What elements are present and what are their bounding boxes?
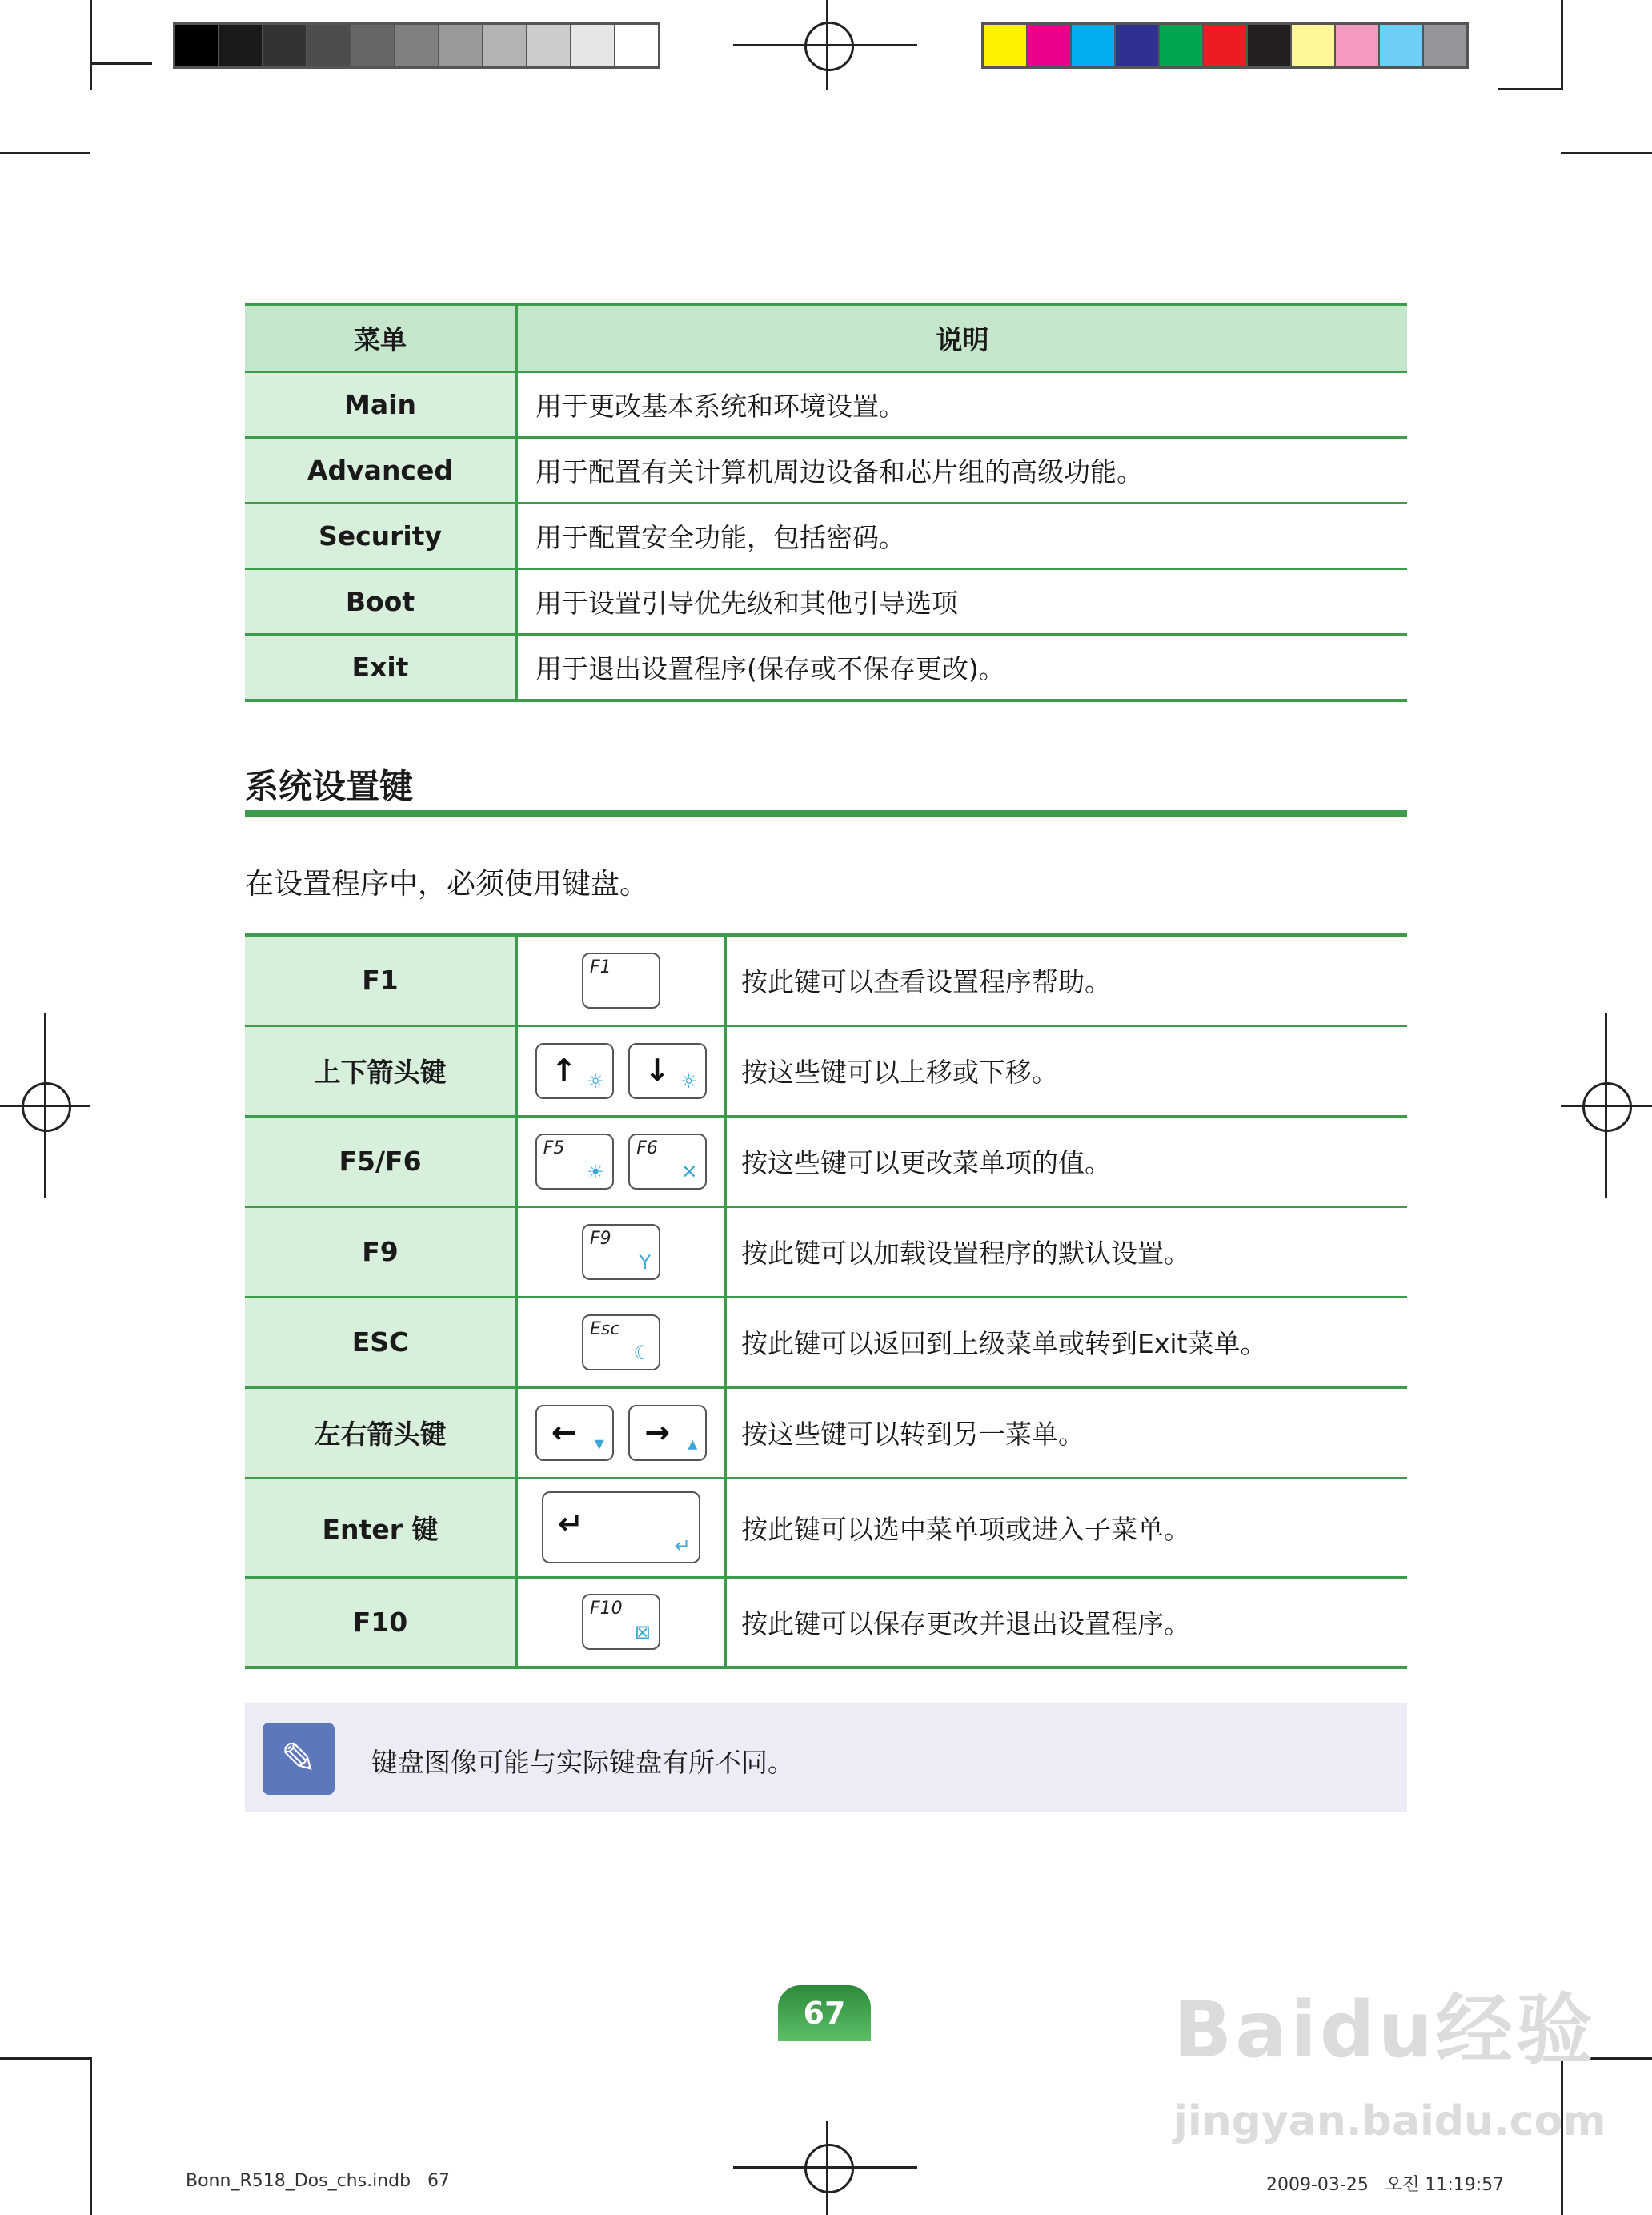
menu-description: 用于设置引导优先级和其他引导选项 [517,569,1408,635]
touchpad-icon: ⊠ [634,1621,651,1644]
pencil-icon: ✎ [263,1723,335,1795]
brightness-up-icon: ☼ [587,1069,604,1093]
key-name: F1 [245,935,517,1025]
table-row [245,1387,1407,1478]
color-swatch [1160,25,1204,66]
key-description: 按这些键可以更改菜单项的值。 [726,1116,1408,1206]
crop-mark [1561,152,1652,154]
down-arrow-key: ↓ ☼ [628,1043,707,1099]
color-swatch [175,25,219,66]
menu-description: 用于更改基本系统和环境设置。 [517,372,1408,438]
key-description: 按此键可以查看设置程序帮助。 [726,935,1408,1025]
menu-name: Exit [245,635,517,701]
f5-key: F5 ☀ [535,1134,614,1190]
baidu-watermark-url: jingyan.baidu.com [1173,2097,1606,2145]
key-name: F9 [245,1206,517,1297]
color-swatch [984,25,1028,66]
key-image [517,1116,726,1206]
table-header-row [245,304,1407,372]
right-arrow-key: → ▴ [628,1405,707,1461]
f1-key: F1 [582,953,660,1009]
color-swatch [1204,25,1248,66]
color-swatch [527,25,571,66]
crop-mark [1561,0,1563,90]
process-color-bar [981,22,1469,69]
key-name: F5/F6 [245,1116,517,1206]
crop-mark [90,62,152,65]
table-row [245,438,1407,504]
color-swatch [1292,25,1336,66]
menu-name: Main [245,372,517,438]
sleep-moon-icon: ☾ [633,1341,651,1364]
registration-crosshair [22,1082,71,1132]
registration-crosshair [1582,1082,1632,1132]
key-description: 按此键可以选中菜单项或进入子菜单。 [726,1478,1408,1577]
section-intro: 在设置程序中，必须使用键盘。 [245,868,649,901]
baidu-watermark: Baidu经验 [1173,1985,1596,2075]
menu-name: Boot [245,569,517,635]
brightness-icon: ☀ [587,1160,604,1183]
mute-icon: ✕ [681,1160,698,1183]
key-image [517,1387,726,1478]
key-name: 左右箭头键 [245,1387,517,1478]
key-name: ESC [245,1297,517,1387]
key-name: Enter 键 [245,1478,517,1577]
volume-down-icon: ▾ [594,1431,604,1455]
key-name: 上下箭头键 [245,1025,517,1116]
color-swatch [1028,25,1072,66]
key-description: 按此键可以返回到上级菜单或转到Exit菜单。 [726,1297,1408,1387]
table-row [245,1478,1407,1577]
menu-description: 用于配置有关计算机周边设备和芯片组的高级功能。 [517,438,1408,504]
note-box [245,1703,1407,1812]
table-row [245,569,1407,635]
table-row [245,1116,1407,1206]
menu-description: 用于退出设置程序(保存或不保存更改)。 [517,635,1408,701]
color-swatch [263,25,307,66]
section-title: 系统设置键 [245,767,414,806]
f9-key: F9 Y [582,1224,660,1280]
color-swatch [615,25,658,66]
key-description: 按此键可以保存更改并退出设置程序。 [726,1577,1408,1667]
color-swatch [1380,25,1424,66]
table-row [245,635,1407,701]
table-row [245,372,1407,438]
color-swatch [483,25,527,66]
key-image [517,1577,726,1667]
table-row [245,1025,1407,1116]
f10-key: F10 ⊠ [582,1594,660,1650]
enter-key: ↵ ↵ [542,1491,700,1563]
color-swatch [439,25,483,66]
key-image [517,935,726,1025]
crop-mark [1498,88,1562,90]
page-number: 67 [778,1985,871,2041]
f6-key: F6 ✕ [628,1134,707,1190]
setup-keys-table [245,933,1407,1669]
key-description: 按此键可以加载设置程序的默认设置。 [726,1206,1408,1297]
key-image [517,1478,726,1577]
registration-crosshair [804,2144,854,2193]
header-description: 说明 [517,304,1408,372]
table-row [245,1297,1407,1387]
registration-crosshair [804,22,854,71]
color-swatch [1248,25,1292,66]
wireless-icon: Y [639,1250,651,1274]
table-row [245,935,1407,1025]
volume-up-icon: ▴ [688,1431,698,1455]
section-divider [245,810,1407,817]
crop-mark [90,0,92,90]
crop-mark [90,2057,92,2215]
table-row [245,1577,1407,1667]
color-swatch [307,25,351,66]
menu-name: Advanced [245,438,517,504]
color-swatch [1336,25,1380,66]
footer-file-info: Bonn_R518_Dos_chs.indb 67 [186,2171,451,2191]
color-swatch [1116,25,1160,66]
grayscale-color-bar [173,22,660,69]
key-image [517,1206,726,1297]
left-arrow-key: ← ▾ [535,1405,614,1461]
esc-key: Esc ☾ [582,1314,660,1370]
color-swatch [351,25,395,66]
table-row [245,504,1407,569]
key-description: 按这些键可以转到另一菜单。 [726,1387,1408,1478]
color-swatch [1072,25,1116,66]
brightness-down-icon: ☼ [680,1069,698,1093]
key-description: 按这些键可以上移或下移。 [726,1025,1408,1116]
menu-table [245,303,1407,702]
color-swatch [395,25,439,66]
color-swatch [219,25,263,66]
color-swatch [571,25,615,66]
table-row [245,1206,1407,1297]
color-swatch [1424,25,1466,66]
up-arrow-key: ↑ ☼ [535,1043,614,1099]
key-name: F10 [245,1577,517,1667]
key-image [517,1025,726,1116]
header-menu: 菜单 [245,304,517,372]
crop-mark [0,2057,90,2060]
enter-icon: ↵ [674,1535,691,1557]
menu-name: Security [245,504,517,569]
menu-description: 用于配置安全功能，包括密码。 [517,504,1408,569]
key-image [517,1297,726,1387]
crop-mark [0,152,90,154]
note-text: 键盘图像可能与实际键盘有所不同。 [371,1747,794,1778]
footer-timestamp: 2009-03-25 오전 11:19:57 [1266,2175,1505,2195]
